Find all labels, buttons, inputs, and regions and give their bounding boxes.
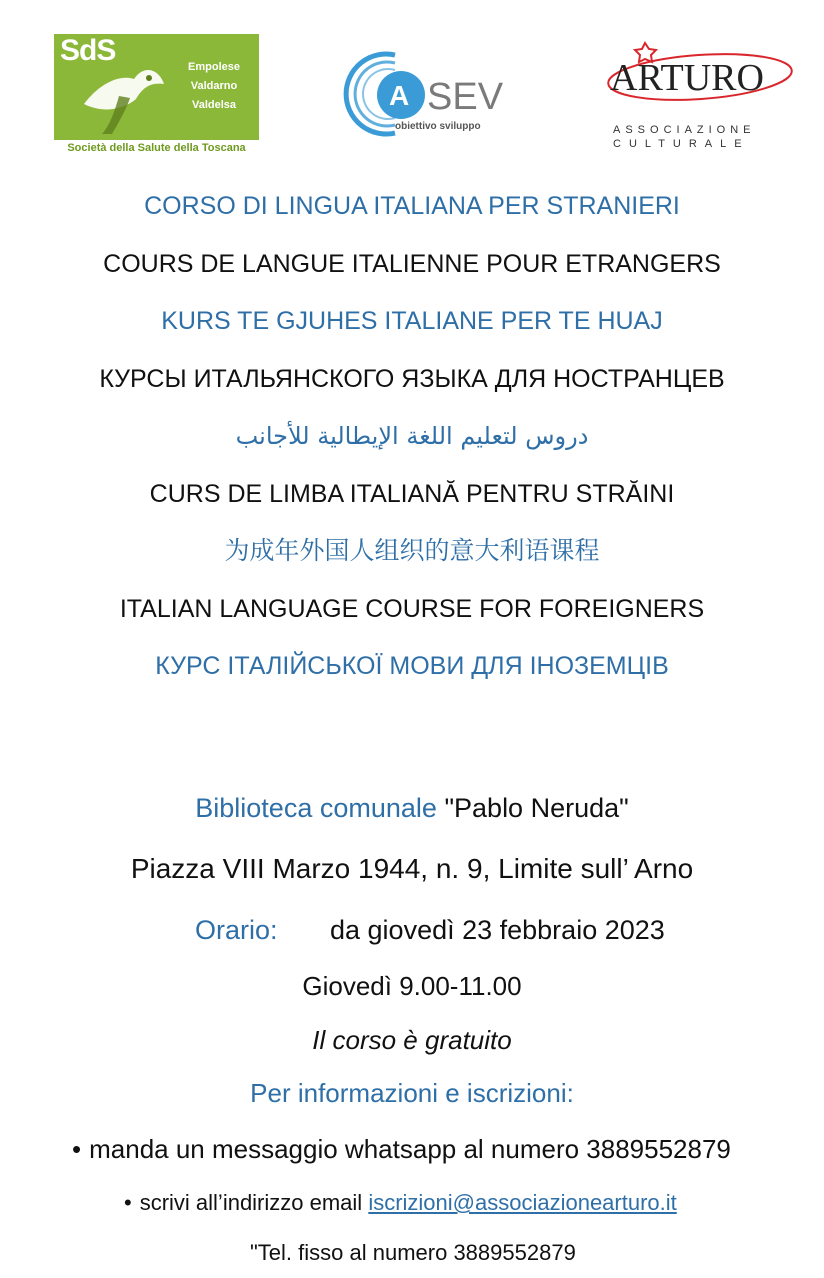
arturo-line2: CULTURALE: [613, 138, 750, 150]
sds-logo-lines: [174, 58, 254, 115]
library-line: [0, 780, 824, 836]
email-prefix: scrivi all’indirizzo email: [139, 1190, 369, 1215]
title-albanian: KURS TE GJUHES ITALIANE PER TE HUAJ: [161, 307, 663, 335]
sds-line: Empolese: [188, 61, 240, 73]
email-link[interactable]: iscrizioni@associazionearturo.it: [368, 1190, 677, 1215]
schedule-start: da giovedì 23 febbraio 2023: [330, 915, 665, 945]
sds-logo-mark: SdS: [60, 34, 116, 67]
course-info: [0, 780, 824, 1265]
address: Piazza VIII Marzo 1944, n. 9, Limite sull’ Arno: [130, 853, 694, 884]
bullet-icon: •: [72, 1134, 82, 1164]
logo-header: [0, 0, 824, 170]
sds-line: Valdelsa: [191, 99, 237, 111]
sds-logo: [54, 34, 259, 140]
bird-icon: [64, 34, 174, 140]
arturo-line1: ASSOCIAZIONE: [613, 124, 756, 136]
email-item: [0, 1178, 824, 1228]
cut-off-line: "Tel. fisso al numero 3889552879: [250, 1240, 576, 1265]
title-chinese: 为成年外国人组织的意大利语课程: [224, 537, 600, 565]
arturo-logo-text: ARTURO: [610, 57, 764, 99]
title-ukrainian: КУРС ІТАЛІЙСЬКОЇ МОВИ ДЛЯ ІНОЗЕМЦІВ: [155, 652, 669, 680]
svg-text:A: A: [389, 80, 410, 111]
title-arabic: دروس لتعليم اللغة الإيطالية للأجانب: [235, 422, 589, 450]
title-french: COURS DE LANGUE ITALIENNE POUR ETRANGERS: [103, 249, 721, 278]
asev-logo: [335, 45, 520, 140]
schedule-row: [0, 902, 824, 958]
contact-heading: Per informazioni e iscrizioni:: [250, 1078, 574, 1108]
bullet-icon: •: [124, 1190, 132, 1215]
title-english: ITALIAN LANGUAGE COURSE FOR FOREIGNERS: [119, 594, 705, 623]
library-label: Biblioteca comunale: [195, 793, 437, 823]
asev-logo-text: SEV: [427, 76, 504, 118]
title-russian: КУРСЫ ИТАЛЬЯНСКОГО ЯЗЫКА ДЛЯ НОСТРАНЦЕВ: [99, 364, 725, 393]
sds-caption: Società della Salute della Toscana: [67, 142, 246, 154]
free-course-note: Il corso è gratuito: [312, 1025, 512, 1055]
whatsapp-text: manda un messaggio whatsapp al numero 3889552879: [89, 1134, 731, 1164]
asev-tagline: obiettivo sviluppo: [395, 121, 481, 132]
whatsapp-item: [0, 1120, 824, 1178]
title-romanian: CURS DE LIMBA ITALIANĂ PENTRU STRĂINI: [149, 479, 675, 508]
sds-line: Valdarno: [190, 80, 238, 92]
arturo-logo: [605, 35, 795, 155]
title-italian: CORSO DI LINGUA ITALIANA PER STRANIERI: [144, 192, 680, 220]
schedule-days: Giovedì 9.00-11.00: [302, 971, 522, 1001]
library-name: "Pablo Neruda": [444, 793, 629, 823]
course-titles: [0, 178, 824, 696]
schedule-label: Orario:: [195, 915, 278, 945]
